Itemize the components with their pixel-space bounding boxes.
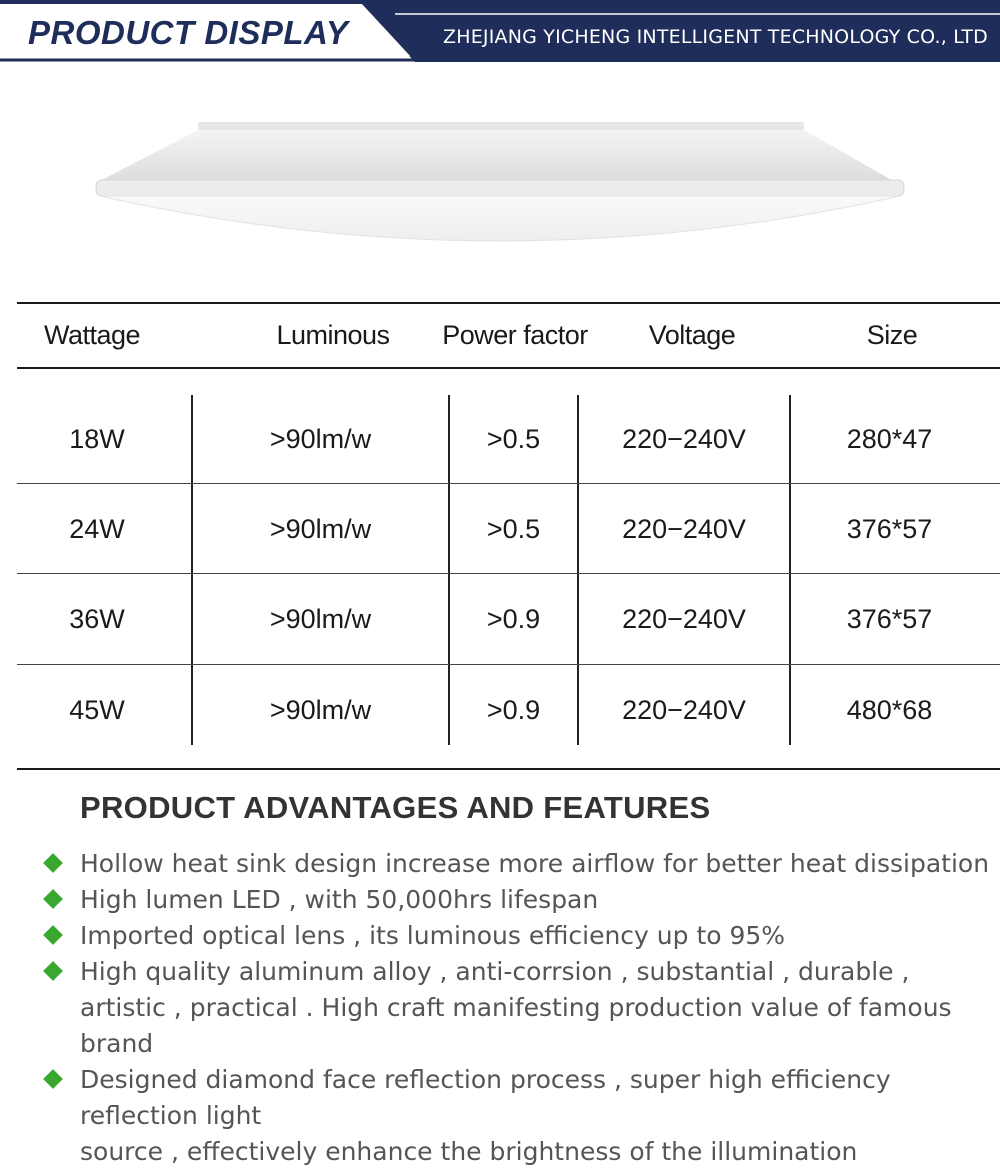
table-cell-wattage: 18W (69, 423, 125, 454)
table-bottom-rule (17, 768, 1000, 770)
feature-text: Hollow heat sink design increase more airflow for better heat dissipation (80, 849, 990, 878)
table-cell-luminous: >90lm/w (269, 513, 372, 544)
row-divider (193, 483, 791, 484)
features-heading: PRODUCT ADVANTAGES AND FEATURES (80, 790, 711, 825)
table-cell-size: 376*57 (846, 603, 933, 634)
table-cell-power-factor: >0.5 (486, 513, 541, 544)
diamond-bullet-icon (43, 853, 63, 873)
spec-table (17, 302, 1000, 772)
row-divider (791, 483, 1000, 484)
row-divider (17, 573, 193, 574)
features-list (44, 846, 994, 1170)
feature-text: High lumen LED , with 50,000hrs lifespan (80, 885, 599, 914)
column-header-luminous: Luminous (276, 320, 390, 350)
table-cell-wattage: 36W (69, 603, 125, 634)
feature-item (44, 1062, 994, 1170)
header-banner (0, 0, 1000, 70)
column-header-wattage: Wattage (43, 320, 141, 350)
row-divider (17, 483, 193, 484)
table-cell-power-factor: >0.9 (486, 603, 541, 634)
row-divider (17, 664, 193, 665)
diamond-bullet-icon (43, 925, 63, 945)
feature-text: Imported optical lens , its luminous efficiency up to 95% (80, 921, 786, 950)
row-divider (193, 573, 791, 574)
feature-item (44, 846, 994, 882)
row-divider (791, 573, 1000, 574)
table-cell-luminous: >90lm/w (269, 694, 372, 725)
table-cell-power-factor: >0.9 (486, 694, 541, 725)
feature-text-continued: artistic , practical . High craft manifesting production value of famous brand (80, 993, 952, 1058)
column-header-power-factor: Power factor (442, 320, 588, 350)
feature-item (44, 954, 994, 1062)
table-cell-voltage: 220−240V (622, 694, 746, 725)
feature-item (44, 918, 994, 954)
table-cell-size: 280*47 (846, 423, 933, 454)
ceiling-lamp-image (90, 110, 910, 270)
table-cell-voltage: 220−240V (622, 423, 746, 454)
page-title: PRODUCT DISPLAY (28, 14, 349, 51)
diamond-bullet-icon (43, 1069, 63, 1089)
feature-text-continued: source , effectively enhance the brightness of the illumination (80, 1137, 858, 1166)
column-header-voltage: Voltage (648, 320, 736, 350)
row-divider (791, 664, 1000, 665)
feature-text: Designed diamond face reflection process , super high efficiency reflection light (80, 1065, 891, 1130)
table-cell-power-factor: >0.5 (486, 423, 541, 454)
table-cell-luminous: >90lm/w (269, 603, 372, 634)
column-header-size: Size (866, 320, 918, 350)
table-cell-luminous: >90lm/w (269, 423, 372, 454)
table-cell-voltage: 220−240V (622, 603, 746, 634)
diamond-bullet-icon (43, 889, 63, 909)
company-name: ZHEJIANG YICHENG INTELLIGENT TECHNOLOGY CO., LTD (442, 26, 988, 48)
feature-text: High quality aluminum alloy , anti-corrsion , substantial , durable , (80, 957, 910, 986)
table-cell-wattage: 24W (69, 513, 125, 544)
table-cell-wattage: 45W (69, 694, 125, 725)
table-cell-size: 376*57 (846, 513, 933, 544)
row-divider (193, 664, 791, 665)
table-header-rule (17, 367, 1000, 369)
table-cell-voltage: 220−240V (622, 513, 746, 544)
diamond-bullet-icon (43, 961, 63, 981)
table-cell-size: 480*68 (846, 694, 933, 725)
feature-item (44, 882, 994, 918)
